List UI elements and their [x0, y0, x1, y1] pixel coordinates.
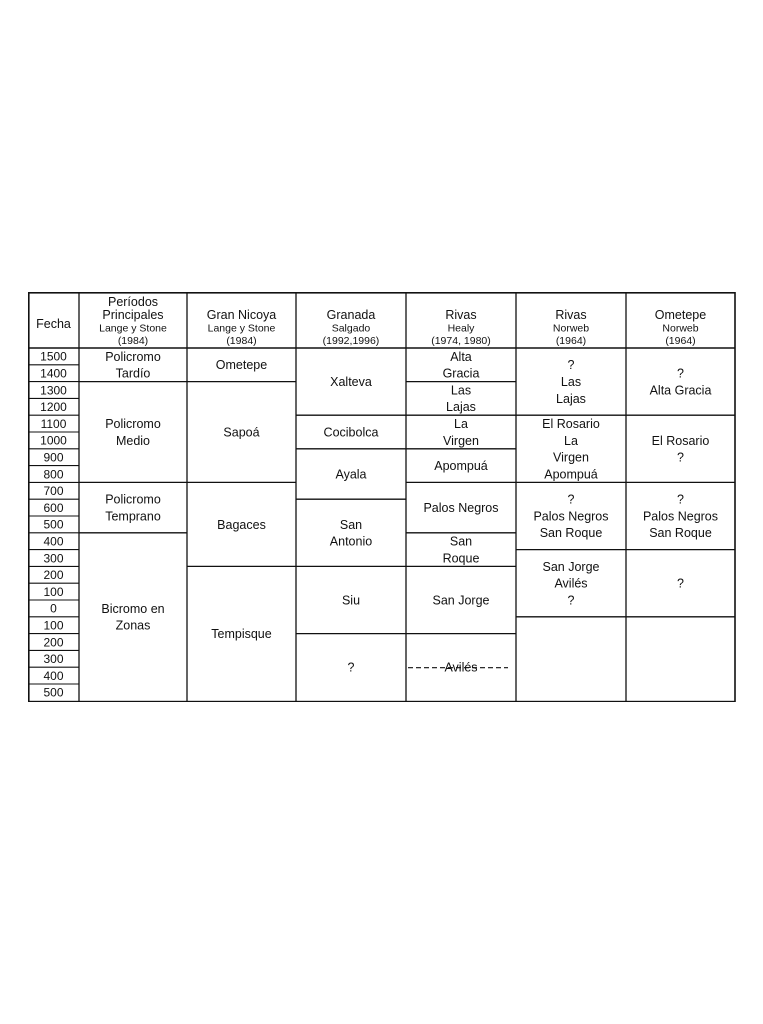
header-1-line: (1984)	[117, 335, 149, 347]
period-label: Lajas	[556, 391, 586, 406]
date-label: 200	[43, 635, 64, 650]
date-label: 100	[43, 618, 64, 633]
header-5-line: (1964)	[555, 335, 587, 347]
date-label: 300	[43, 652, 64, 667]
period-label: Ometepe	[215, 358, 268, 373]
period-label: Roque	[442, 551, 480, 566]
date-label: 800	[43, 467, 64, 482]
header-1-line: Principales	[102, 307, 164, 322]
period-label: San Roque	[649, 526, 712, 541]
period-label: Tardío	[115, 366, 151, 381]
period-label: Virgen	[553, 450, 589, 465]
period-label: Temprano	[105, 509, 161, 524]
header-2-line: (1984)	[226, 335, 257, 347]
header-2-line: Lange y Stone	[207, 322, 276, 335]
date-label: 900	[43, 450, 64, 465]
period-label: Antonio	[329, 534, 373, 549]
period-label: Policromo	[105, 492, 161, 507]
period-label: San Roque	[539, 526, 603, 541]
period-label: Ayala	[335, 467, 367, 482]
period-label: El Rosario	[651, 433, 710, 448]
period-label: Alta	[450, 349, 472, 364]
period-label: San	[449, 534, 473, 549]
header-6-line: (1964)	[665, 335, 696, 347]
period-label: Palos Negros	[642, 509, 719, 524]
date-label: 1100	[40, 416, 67, 431]
header-6-line: Ometepe	[654, 307, 707, 322]
period-label: San	[339, 517, 363, 532]
period-label: Las	[560, 375, 582, 389]
period-label: Medio	[115, 433, 151, 448]
period-label: ?	[567, 593, 575, 608]
period-label: ?	[567, 492, 575, 507]
header-4-line: Healy	[447, 322, 475, 335]
date-label: 600	[43, 500, 64, 515]
period-label: Tempisque	[211, 627, 272, 641]
period-label: La	[454, 417, 468, 431]
date-label: 1300	[40, 383, 67, 398]
period-label: Las	[450, 383, 472, 398]
period-label: Cocibolca	[323, 425, 379, 440]
period-label: ?	[677, 576, 684, 591]
period-label: Lajas	[446, 400, 476, 415]
period-label: ?	[347, 660, 355, 675]
header-5-line: Rivas	[555, 307, 587, 322]
date-label: 400	[43, 668, 64, 683]
period-label: Virgen	[443, 433, 479, 448]
header-fecha: Fecha	[36, 317, 71, 331]
header-5-line: Norweb	[552, 322, 590, 335]
header-3-line: Salgado	[331, 322, 371, 335]
period-label: San Jorge	[542, 559, 600, 574]
period-label: Apompuá	[434, 459, 488, 473]
header-4-line: Rivas	[445, 307, 477, 322]
period-label: Avilés	[554, 576, 588, 591]
header-3-line: (1992,1996)	[322, 335, 380, 347]
date-label: 300	[43, 551, 64, 566]
date-label: 0	[50, 601, 57, 616]
period-label: Siu	[341, 593, 361, 608]
period-label: ?	[677, 450, 684, 465]
header-1-line: Lange y Stone	[99, 322, 167, 335]
period-label: Policromo	[105, 417, 161, 431]
period-label: El Rosario	[542, 417, 600, 431]
date-label: 1400	[40, 366, 67, 381]
period-label: Alta Gracia	[649, 383, 712, 398]
period-label: Apompuá	[544, 467, 598, 482]
date-label: 500	[43, 517, 64, 532]
header-4-line: (1974, 1980)	[431, 335, 491, 347]
header-6-line: Norweb	[662, 322, 699, 335]
date-label: 200	[43, 568, 64, 583]
date-label: 1500	[40, 349, 67, 364]
period-label: ?	[567, 358, 575, 373]
header-1-line: Períodos	[107, 295, 159, 310]
period-label: ?	[677, 366, 684, 381]
header-3-line: Granada	[326, 307, 376, 322]
period-label: Palos Negros	[533, 509, 609, 524]
period-label: Xalteva	[330, 375, 372, 389]
period-label: La	[564, 433, 578, 448]
period-label: San Jorge	[432, 593, 490, 608]
date-label: 400	[43, 534, 64, 549]
date-label: 1000	[40, 433, 67, 448]
chronology-table	[28, 292, 738, 702]
period-label: Bicromo en	[101, 601, 165, 616]
period-label: Gracia	[442, 366, 480, 381]
date-label: 700	[43, 484, 64, 499]
period-label: ?	[677, 492, 684, 507]
header-2-line: Gran Nicoya	[206, 307, 277, 322]
period-label: Zonas	[115, 618, 151, 633]
period-label: Bagaces	[217, 517, 266, 532]
date-label: 1200	[40, 400, 67, 415]
period-label: Palos Negros	[423, 501, 499, 515]
period-label: Avilés	[444, 660, 478, 675]
date-label: 100	[43, 584, 64, 599]
period-label: Sapoá	[223, 425, 260, 440]
period-label: Policromo	[105, 349, 161, 364]
date-label: 500	[43, 685, 64, 700]
